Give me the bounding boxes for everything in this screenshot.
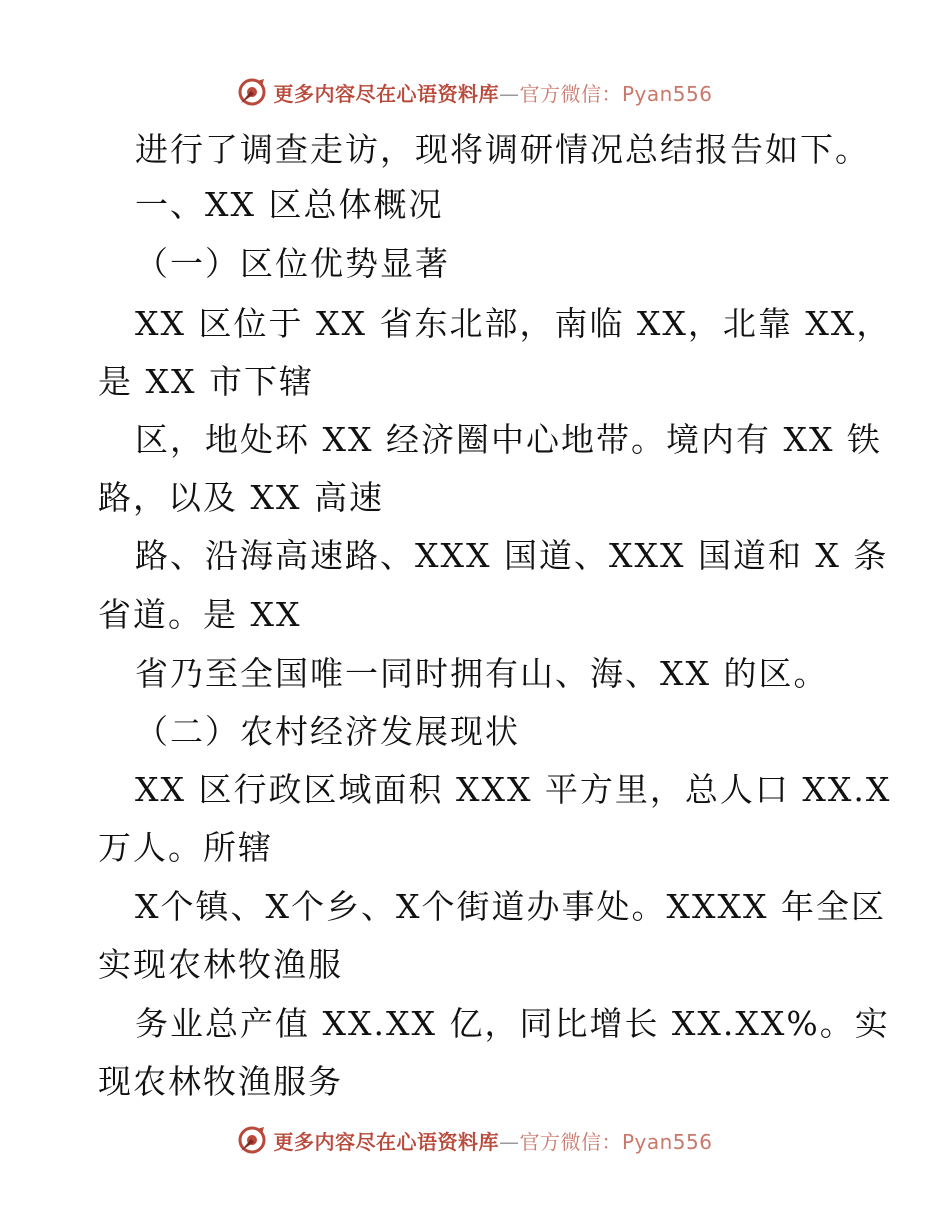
header-wechat: 官方微信：Pyan556 — [519, 81, 713, 106]
paragraph-line: 省乃至全国唯一同时拥有山、海、XX 的区。 — [135, 654, 829, 693]
paragraph-line: XX 区行政区域面积 XXX 平方里，总人口 XX.X — [135, 770, 892, 809]
header-dash: — — [498, 81, 520, 106]
paragraph-line: 进行了调查走访，现将调研情况总结报告如下。 — [135, 130, 870, 169]
footer-site-name: 更多内容尽在心语资料库 — [273, 1129, 499, 1154]
header-banner-text — [273, 78, 712, 107]
paragraph-line: 务业总产值 XX.XX 亿，同比增长 XX.XX%。实 — [135, 1004, 890, 1043]
paragraph-line: X个镇、X个乡、X个街道办事处。XXXX 年全区 — [135, 887, 886, 926]
header-banner — [0, 72, 950, 112]
footer-wechat: 官方微信：Pyan556 — [519, 1129, 713, 1154]
section-heading: 一、XX 区总体概况 — [135, 185, 444, 224]
paragraph-line: 路，以及 XX 高速 — [98, 478, 384, 517]
paragraph-line: 路、沿海高速路、XXX 国道、XXX 国道和 X 条 — [135, 536, 889, 575]
paragraph-line: 万人。所辖 — [98, 828, 273, 867]
pen-logo-icon — [237, 77, 267, 107]
paragraph-line: 区，地处环 XX 经济圈中心地带。境内有 XX 铁 — [135, 420, 882, 459]
footer-banner-text — [273, 1126, 712, 1155]
footer-banner — [0, 1120, 950, 1160]
paragraph-line: 是 XX 市下辖 — [98, 362, 314, 401]
paragraph-line: 省道。是 XX — [98, 595, 302, 634]
paragraph-line: XX 区位于 XX 省东北部，南临 XX，北靠 XX， — [135, 304, 892, 343]
paragraph-line: 实现农林牧渔服 — [98, 945, 343, 984]
footer-dash: — — [498, 1129, 520, 1154]
header-site-name: 更多内容尽在心语资料库 — [273, 81, 499, 106]
subsection-heading: （一）区位优势显著 — [135, 244, 450, 283]
paragraph-line: 现农林牧渔服务 — [98, 1062, 343, 1101]
subsection-heading: （二）农村经济发展现状 — [135, 712, 520, 751]
pen-logo-icon — [237, 1125, 267, 1155]
